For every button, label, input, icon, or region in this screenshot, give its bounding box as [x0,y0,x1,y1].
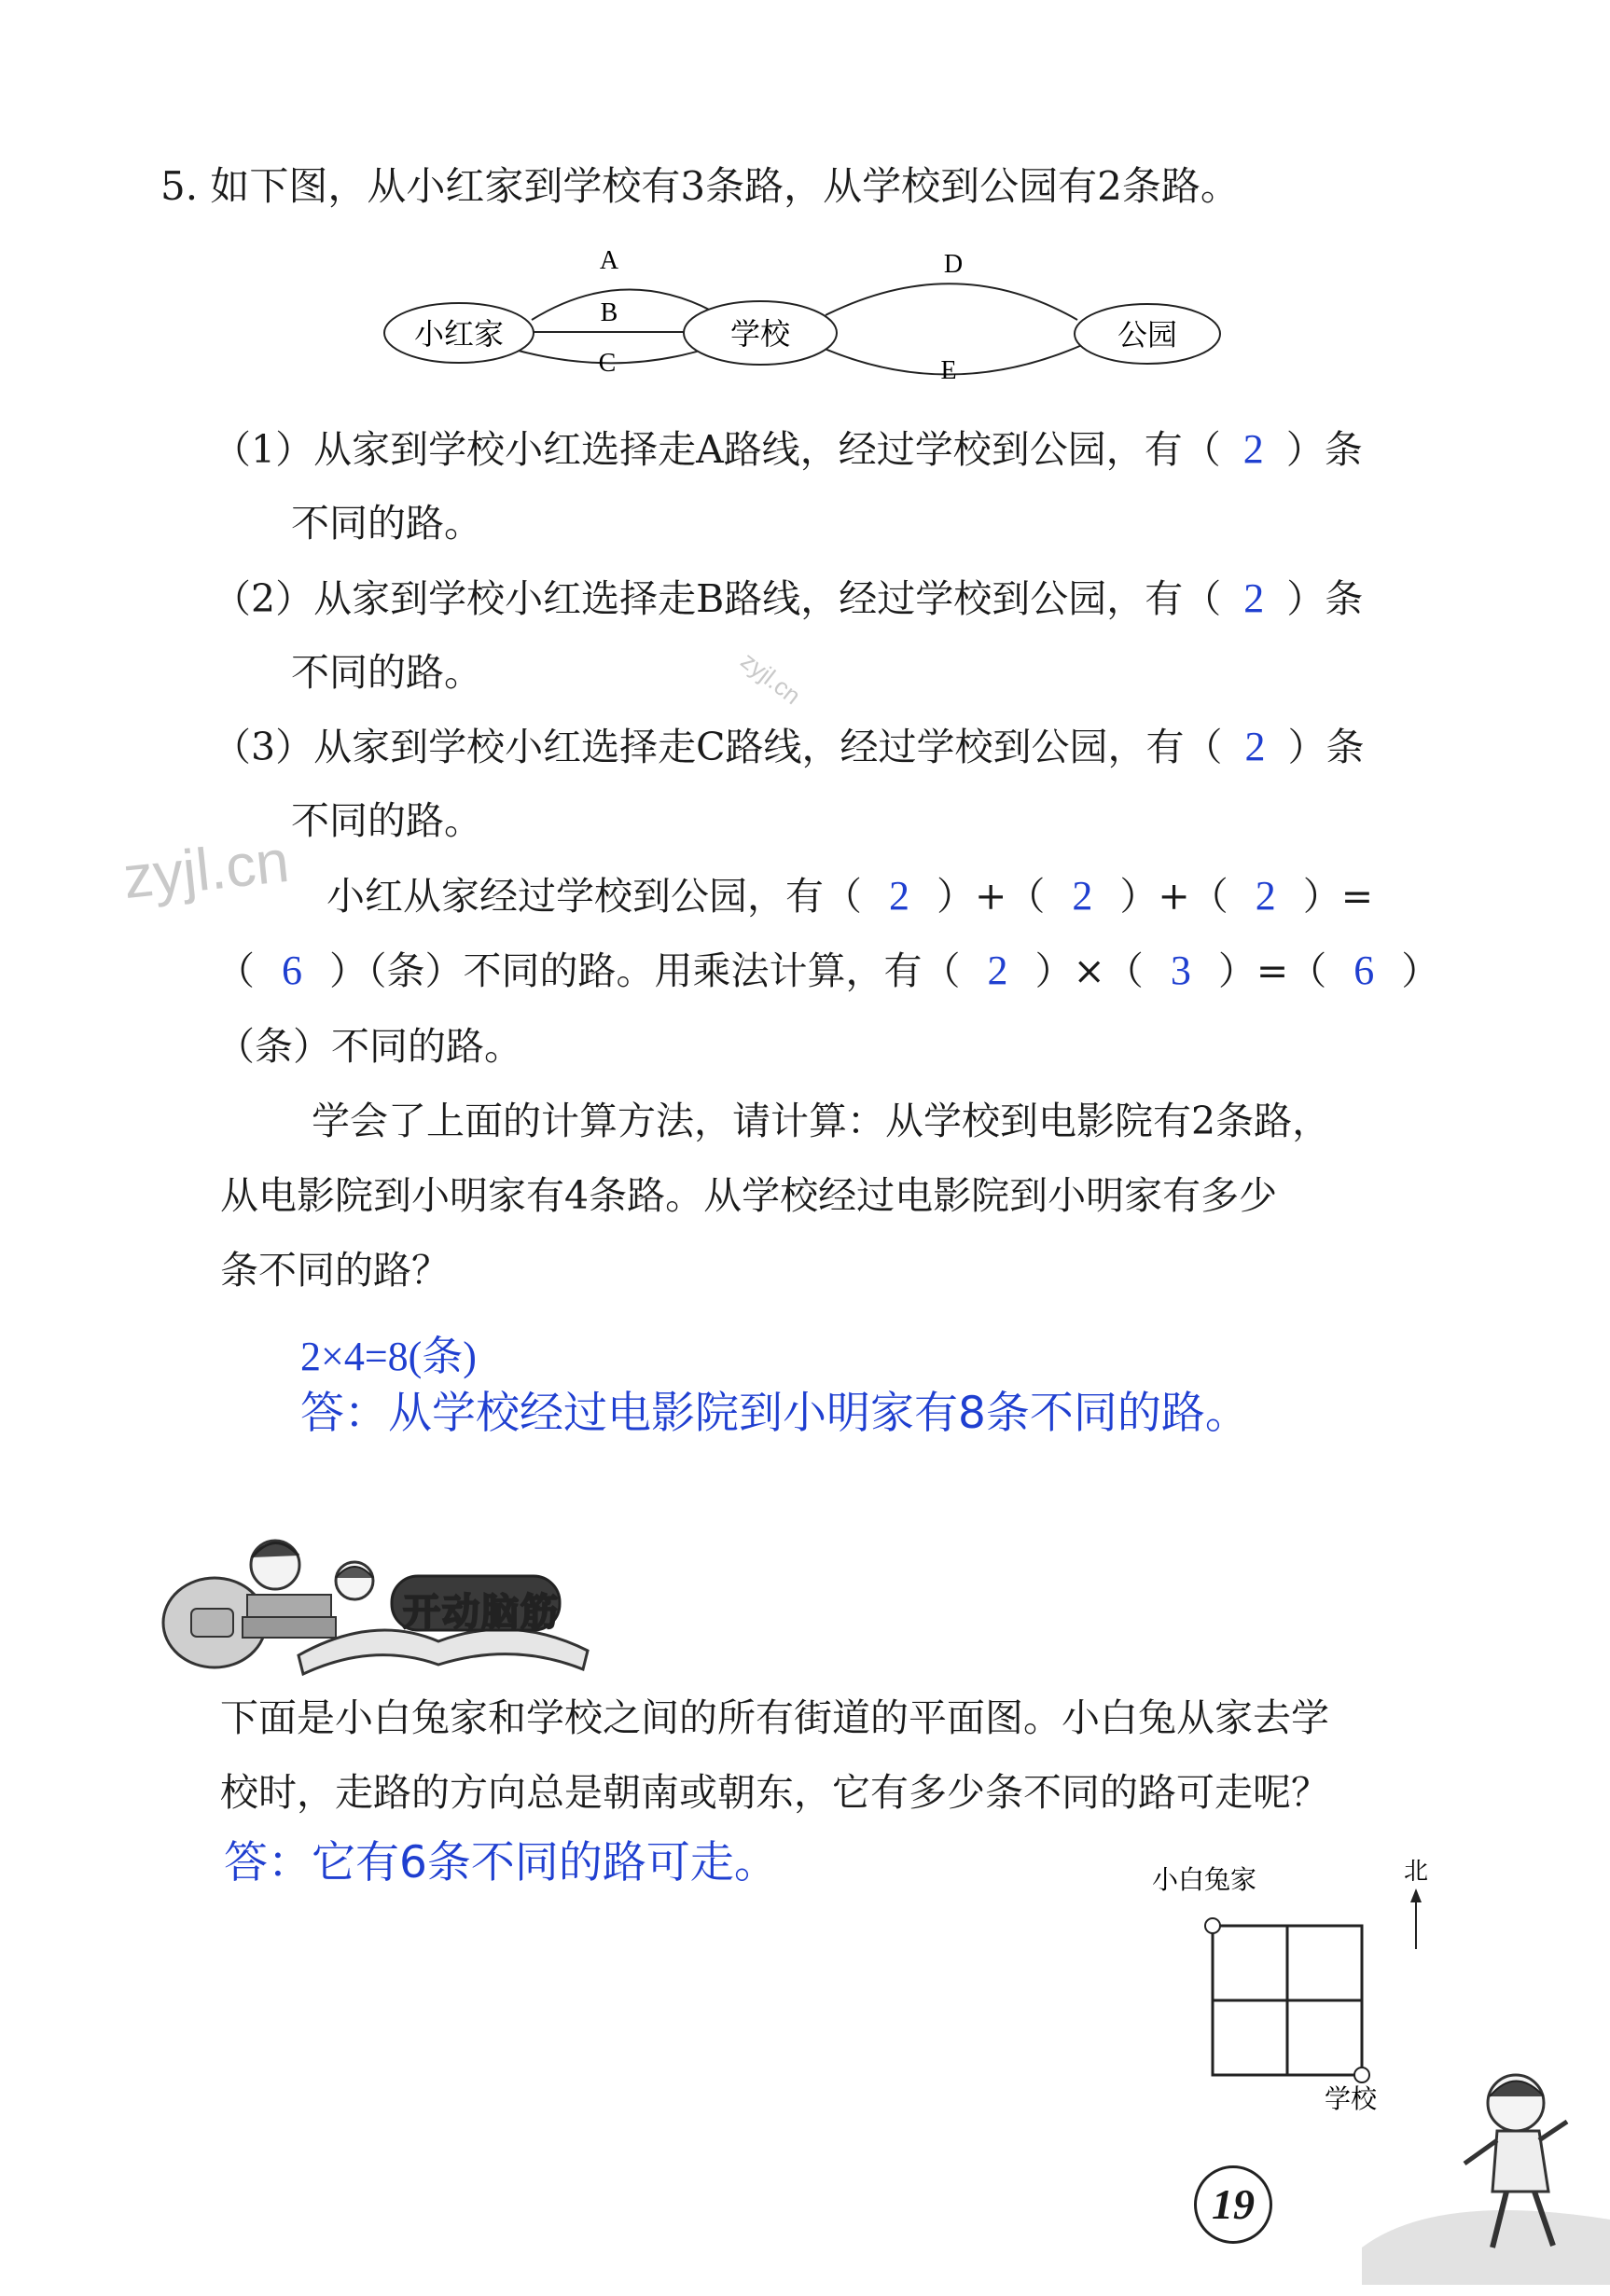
item-2-suffix: ）条 [1286,576,1364,621]
item-3-prefix: （3）从家到学校小红选择走C路线，经过学校到公园，有（ [213,725,1223,769]
home-point [1205,1918,1220,1933]
item-3-line [213,725,1364,769]
mult-answer-result: 6 [1353,947,1375,993]
sum-line-2 [216,948,1439,993]
extension-answer-text: 答：从学校经过电影院到小明家有8条不同的路。 [300,1388,1249,1439]
sum-plus-2: ）+（ [1119,874,1228,919]
running-boy-illustration [1362,2033,1610,2285]
item-3-answer: 2 [1244,724,1266,769]
item-1-answer: 2 [1242,426,1264,472]
brain-banner-title: 开动脑筋 [403,1591,560,1634]
open-book-icon [298,1629,588,1674]
item-3-line2: 不同的路。 [291,798,482,843]
item-1-line2: 不同的路。 [291,501,482,546]
item-3-suffix: ）条 [1287,725,1365,769]
item-1-suffix: ）条 [1285,427,1363,472]
brain-line-2: 校时，走路的方向总是朝南或朝东，它有多少条不同的路可走呢？ [220,1770,1329,1815]
sum-plus-1: ）+（ [937,874,1046,919]
mult-answer-2: 3 [1170,947,1191,993]
route-e-label: E [940,356,957,385]
sum-line-3: （条）不同的路。 [216,1024,522,1069]
mult-close: ） [1401,948,1440,993]
sum-answer-2: 2 [1072,873,1093,919]
sum-equals: ）= [1302,874,1374,919]
extension-line-1: 学会了上面的计算方法，请计算：从学校到电影院有2条路， [312,1099,1331,1143]
item-2-answer: 2 [1243,575,1265,621]
brain-line-1: 下面是小白兔家和学校之间的所有街道的平面图。小白兔从家去学 [220,1695,1329,1740]
extension-line-3: 条不同的路？ [220,1248,450,1293]
watermark-small: zyjl.cn [735,646,807,711]
item-2-prefix: （2）从家到学校小红选择走B路线，经过学校到公园，有（ [213,576,1222,621]
watermark-large: zyjl.cn [119,826,293,912]
sum-open: （ [216,948,255,993]
mult-answer-1: 2 [987,947,1008,993]
route-diagram [378,241,1227,399]
extension-line-2: 从电影院到小明家有4条路。从学校经过电影院到小明家有多少 [220,1173,1278,1218]
sum-lead: 小红从家经过学校到公园，有（ [326,874,862,919]
route-b-label: B [600,298,618,327]
rabbit-home-label: 小白兔家 [1152,1864,1257,1895]
extension-answer-calc: 2×4=8(条) [300,1334,477,1379]
route-a-label: A [599,246,619,275]
mult-equals: ）=（ [1217,948,1327,993]
question-5-title: 5. 如下图，从小红家到学校有3条路，从学校到公园有2条路。 [160,163,1240,209]
page-number: 19 [1194,2165,1272,2244]
sum-answer-1: 2 [889,873,909,919]
item-1-line [213,427,1363,472]
route-c-label: C [598,349,617,378]
ground-icon [1362,2210,1610,2285]
brain-answer: 答：它有6条不同的路可走。 [224,1837,778,1888]
item-2-line [213,576,1363,621]
route-d-label: D [943,250,964,279]
map-school-label: 学校 [1325,2083,1378,2114]
item-1-prefix: （1）从家到学校小红选择走A路线，经过学校到公园，有（ [213,427,1221,472]
north-label: 北 [1404,1858,1429,1886]
route-d-path [826,284,1077,320]
sum-line-1 [326,874,1373,919]
park-label: 公园 [1117,317,1178,353]
sum-answer-total: 6 [282,947,302,993]
mult-times: ）×（ [1034,948,1144,993]
school-label: 学校 [729,316,791,352]
books-icon [247,1595,331,1617]
sum-mult-lead: ）（条）不同的路。用乘法计算，有（ [329,948,961,993]
sum-answer-3: 2 [1255,873,1276,919]
home-label: 小红家 [413,316,505,352]
item-2-line2: 不同的路。 [291,650,482,695]
